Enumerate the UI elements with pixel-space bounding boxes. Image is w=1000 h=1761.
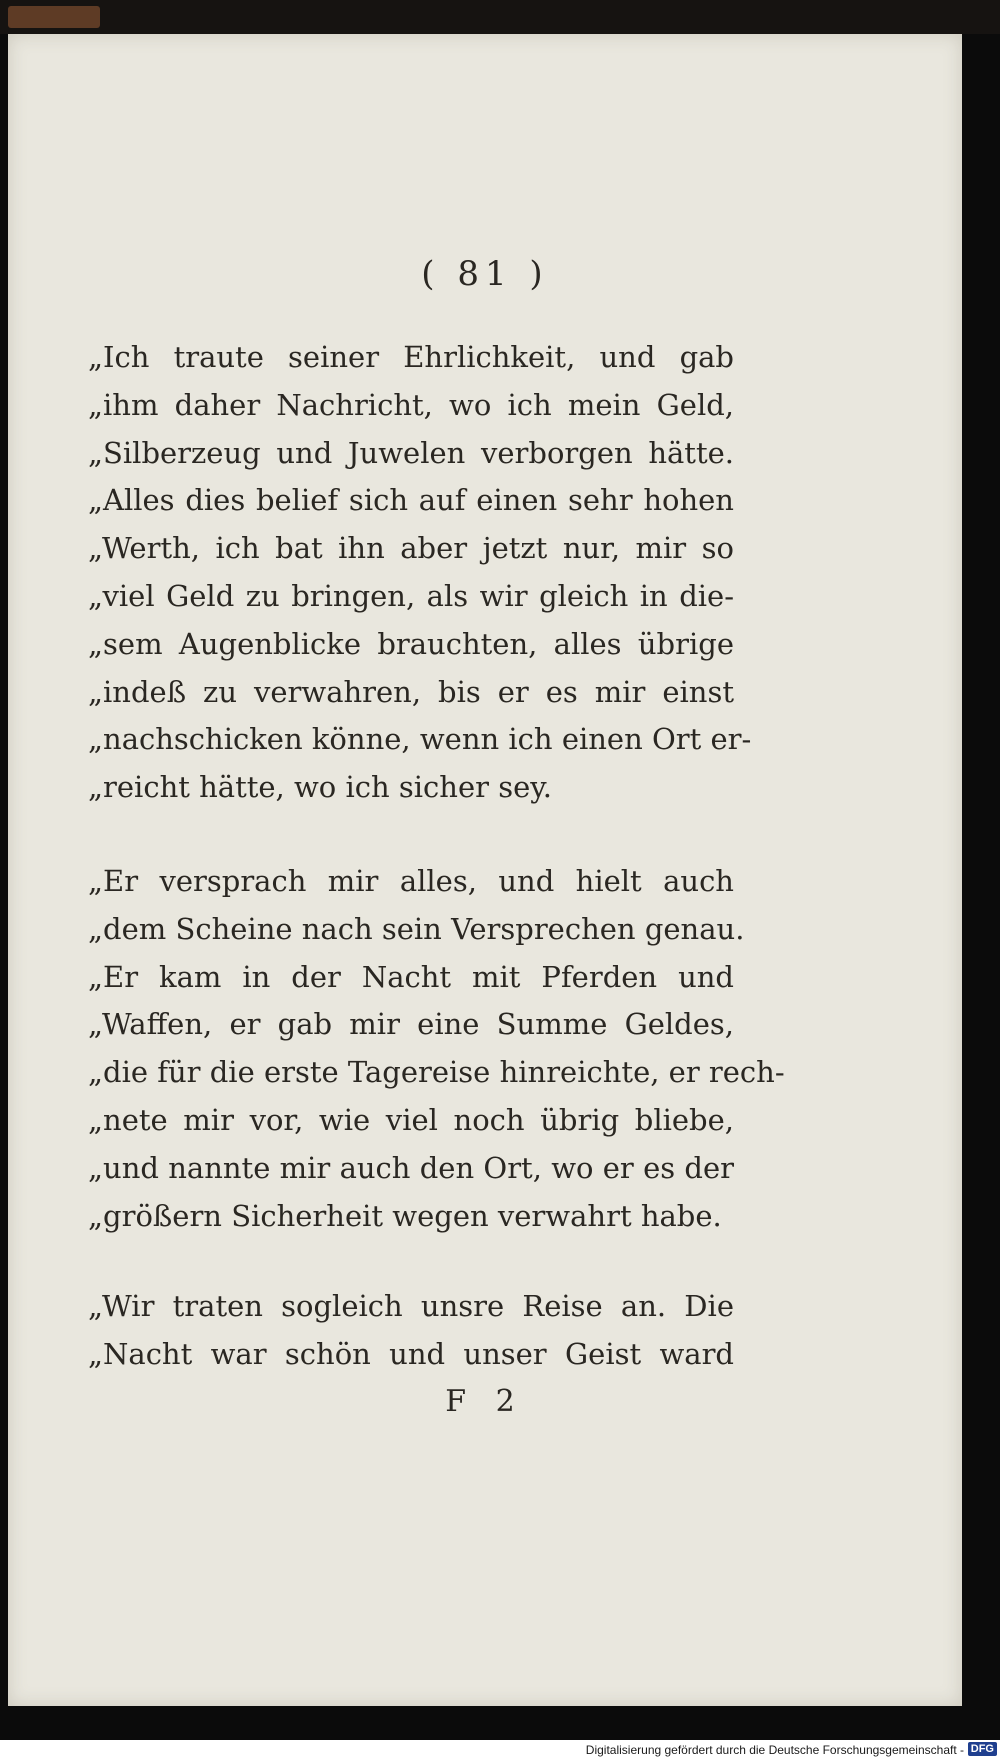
text-line: „indeß zu verwahren, bis er es mir einst (88, 674, 734, 709)
text-line: „sem Augenblicke brauchten, alles übrige (88, 626, 734, 661)
page-number: ( 81 ) (421, 254, 549, 294)
scan-top-border (0, 0, 1000, 34)
text-line: „Werth, ich bat ihn aber jetzt nur, mir so (88, 531, 734, 566)
signature-mark: F 2 (445, 1384, 525, 1419)
text-line: „Er kam in der Nacht mit Pferden und (88, 959, 734, 994)
book-page (8, 34, 962, 1706)
text-line: „nachschicken könne, wenn ich einen Ort er- (88, 722, 752, 757)
text-line: „Alles dies belief sich auf einen sehr hohen (88, 483, 734, 518)
text-line: „viel Geld zu bringen, als wir gleich in die- (88, 578, 734, 613)
text-line: „Silberzeug und Juwelen verborgen hätte. (88, 435, 734, 470)
digitization-footer (0, 1740, 1000, 1761)
text-line: „ihm daher Nachricht, wo ich mein Geld, (88, 387, 734, 422)
text-line: „Nacht war schön und unser Geist ward (88, 1336, 734, 1371)
text-line: „reicht hätte, wo ich sicher sey. (88, 770, 553, 805)
funding-credit: Digitalisierung gefördert durch die Deutsche Forschungsgemeinschaft - (585, 1743, 964, 1757)
bookmark-tab (8, 6, 100, 28)
paragraph-1 (88, 334, 752, 812)
text-line: „dem Scheine nach sein Versprechen genau. (88, 911, 745, 946)
text-line: „Wir traten sogleich unsre Reise an. Die (88, 1289, 734, 1323)
text-line: „größern Sicherheit wegen verwahrt habe. (88, 1198, 722, 1233)
text-line: „Ich traute seiner Ehrlichkeit, und gab (88, 340, 734, 374)
text-line: „Er versprach mir alles, und hielt auch (88, 864, 734, 898)
text-line: „Waffen, er gab mir eine Summe Geldes, (88, 1007, 734, 1042)
text-line: „die für die erste Tagereise hinreichte, er rech- (88, 1055, 785, 1090)
paragraph-2 (88, 858, 785, 1240)
dfg-logo: DFG (968, 1742, 997, 1756)
text-line: „nete mir vor, wie viel noch übrig bliebe, (88, 1102, 734, 1137)
text-line: „und nannte mir auch den Ort, wo er es der (88, 1150, 734, 1185)
paragraph-3 (88, 1283, 734, 1379)
